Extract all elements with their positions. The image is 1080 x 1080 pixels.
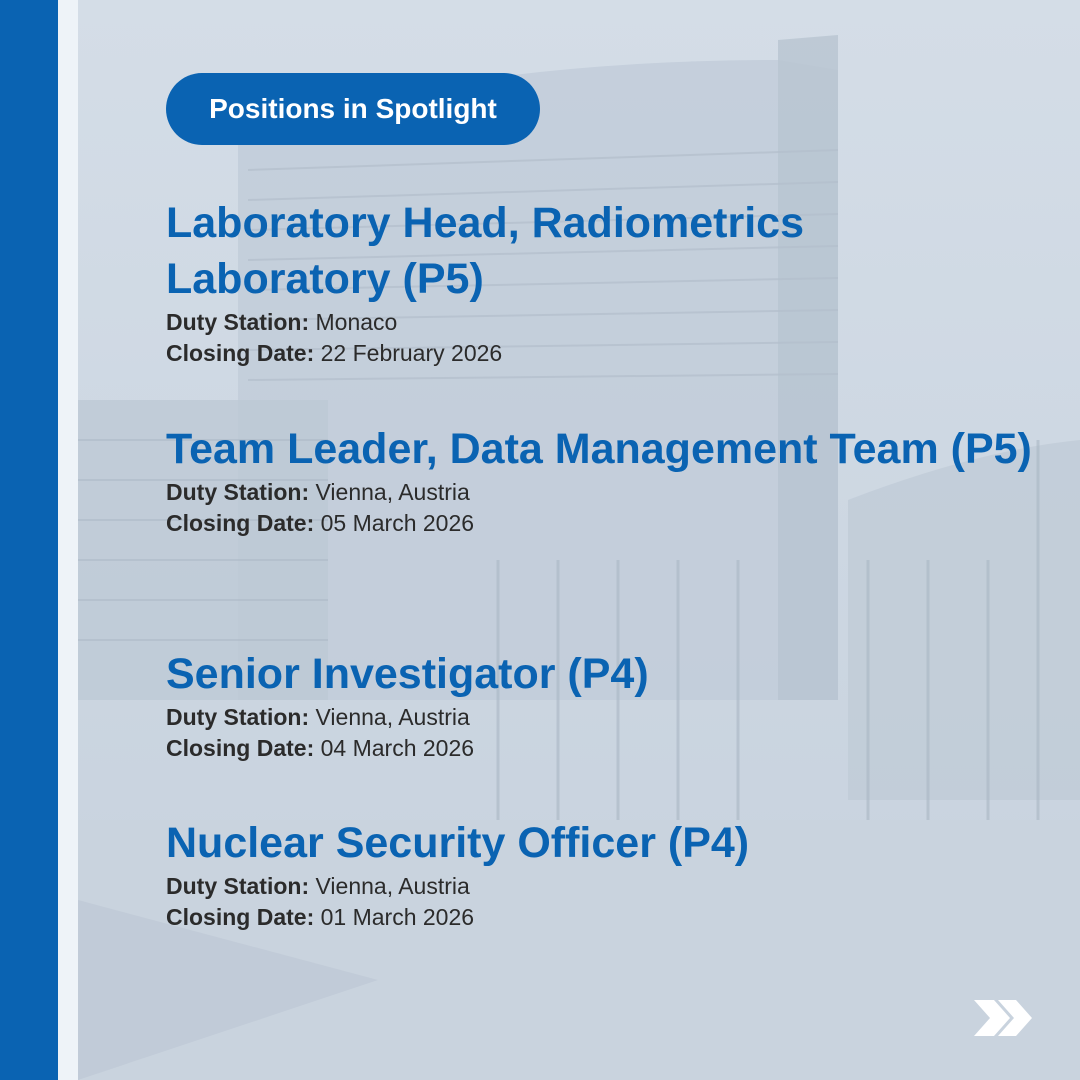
job-title[interactable]: Nuclear Security Officer (P4) xyxy=(166,819,750,867)
duty-station-label: Duty Station: xyxy=(166,704,310,730)
duty-station-value: Monaco xyxy=(315,309,398,335)
duty-station-row xyxy=(166,871,1046,902)
job-listing[interactable] xyxy=(166,421,1046,539)
closing-date-value: 01 March 2026 xyxy=(320,904,475,930)
accent-bar-stripe xyxy=(58,0,78,1080)
duty-station-label: Duty Station: xyxy=(166,309,310,335)
duty-station-row xyxy=(166,477,1046,508)
closing-date-row xyxy=(166,508,1046,539)
duty-station-value: Vienna, Austria xyxy=(315,873,470,899)
accent-bar xyxy=(0,0,58,1080)
job-title[interactable]: Laboratory Head, Radiometrics Laboratory (P5) xyxy=(166,199,805,303)
closing-date-row xyxy=(166,733,1046,764)
closing-date-row xyxy=(166,338,1046,369)
job-title[interactable]: Team Leader, Data Management Team (P5) xyxy=(166,425,1032,473)
job-listing[interactable] xyxy=(166,195,1046,369)
closing-date-label: Closing Date: xyxy=(166,735,315,761)
job-title[interactable]: Senior Investigator (P4) xyxy=(166,650,649,698)
closing-date-value: 04 March 2026 xyxy=(320,735,475,761)
section-badge-label: Positions in Spotlight xyxy=(209,93,497,124)
closing-date-label: Closing Date: xyxy=(166,340,315,366)
duty-station-row xyxy=(166,702,1046,733)
double-chevron-right-icon[interactable] xyxy=(972,998,1036,1038)
duty-station-value: Vienna, Austria xyxy=(315,479,470,505)
duty-station-label: Duty Station: xyxy=(166,873,310,899)
section-badge xyxy=(166,73,540,145)
closing-date-value: 22 February 2026 xyxy=(320,340,503,366)
duty-station-value: Vienna, Austria xyxy=(315,704,470,730)
closing-date-label: Closing Date: xyxy=(166,904,315,930)
job-listing[interactable] xyxy=(166,815,1046,933)
closing-date-value: 05 March 2026 xyxy=(320,510,475,536)
duty-station-label: Duty Station: xyxy=(166,479,310,505)
closing-date-label: Closing Date: xyxy=(166,510,315,536)
duty-station-row xyxy=(166,307,1046,338)
job-listing[interactable] xyxy=(166,646,1046,764)
closing-date-row xyxy=(166,902,1046,933)
